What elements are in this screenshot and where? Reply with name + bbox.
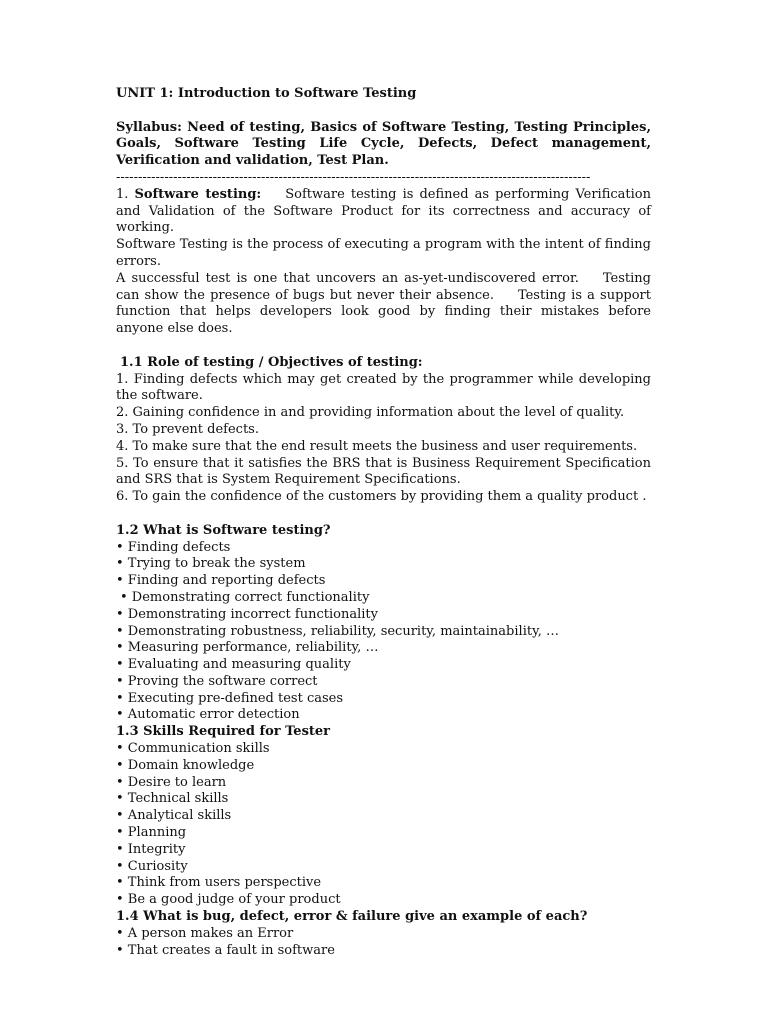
- section-1-3-heading: 1.3 Skills Required for Tester: [116, 724, 331, 740]
- intro-paragraph-3: [116, 271, 651, 338]
- list-item: 6. To gain the confidence of the customers by providing them a quality product .: [116, 489, 647, 505]
- list-item: • Think from users perspective: [116, 875, 322, 891]
- list-item: • Communication skills: [116, 741, 270, 757]
- list-item: • Domain knowledge: [116, 757, 255, 773]
- list-item: • Be a good judge of your product: [116, 892, 341, 908]
- list-item: • Finding and reporting defects: [116, 573, 326, 589]
- list-item: • A person makes an Error: [116, 925, 294, 941]
- list-item: • Desire to learn: [116, 774, 227, 790]
- list-item: • Demonstrating correct functionality: [120, 589, 370, 605]
- list-item: 3. To prevent defects.: [116, 421, 259, 437]
- list-item: • Integrity: [116, 841, 186, 857]
- list-item: • Demonstrating robustness, reliability, security, maintainability, …: [116, 623, 559, 639]
- list-item: 1. Finding defects which may get created by the programmer while developing the software.: [116, 371, 651, 404]
- list-item: • Trying to break the system: [116, 556, 306, 572]
- list-item: 5. To ensure that it satisfies the BRS that is Business Requirement Specification and SRS that is System Requirement Specifications.: [116, 455, 651, 488]
- list-item: • Executing pre-defined test cases: [116, 690, 344, 706]
- syllabus: Syllabus: Need of testing, Basics of Software Testing, Testing Principles, Goals, Software Testing Life Cycle, Defects, Defect management, Verification and validation, Test Plan.: [116, 119, 651, 169]
- list-item: 4. To make sure that the end result meets the business and user requirements.: [116, 438, 638, 454]
- list-item: • Demonstrating incorrect functionality: [116, 606, 378, 622]
- list-item: • Planning: [116, 825, 187, 841]
- intro-paragraph-2: Software Testing is the process of executing a program with the intent of finding errors.: [116, 237, 651, 269]
- list-item: 2. Gaining confidence in and providing information about the level of quality.: [116, 405, 625, 421]
- section-1-4-heading: 1.4 What is bug, defect, error & failure give an example of each?: [116, 909, 588, 925]
- list-item: • Measuring performance, reliability, …: [116, 640, 379, 656]
- list-item: • Automatic error detection: [116, 707, 300, 723]
- section-1-1-heading: 1.1 Role of testing / Objectives of testing:: [120, 354, 423, 370]
- intro-term: Software testing:: [134, 186, 262, 202]
- list-item: • Evaluating and measuring quality: [116, 657, 351, 673]
- intro-number: 1.: [116, 186, 135, 202]
- divider-line: ------------------------------------------------------------------------------------------------------------: [116, 169, 591, 185]
- list-item: • That creates a fault in software: [116, 942, 335, 958]
- list-item: • Proving the software correct: [116, 673, 318, 689]
- list-item: • Finding defects: [116, 539, 231, 555]
- intro-definition: Software testing is defined as performing Verification and Validation of the Software Product for its correctness and accuracy of working.: [116, 186, 651, 236]
- unit-title: UNIT 1: Introduction to Software Testing: [116, 86, 417, 101]
- list-item: • Technical skills: [116, 791, 229, 807]
- section-1-2-heading: 1.2 What is Software testing?: [116, 522, 331, 538]
- intro-para3-a: A successful test is one that uncovers an as-yet-undiscovered error.: [116, 270, 579, 286]
- intro-para3-b: Testing can show the presence of bugs but never their absence.: [116, 270, 651, 303]
- intro-paragraph: [116, 187, 651, 237]
- list-item: • Analytical skills: [116, 808, 232, 824]
- list-item: • Curiosity: [116, 858, 188, 874]
- intro-para3-c: Testing is a support function that helps developers look good by finding their mistakes before anyone else does.: [116, 287, 651, 337]
